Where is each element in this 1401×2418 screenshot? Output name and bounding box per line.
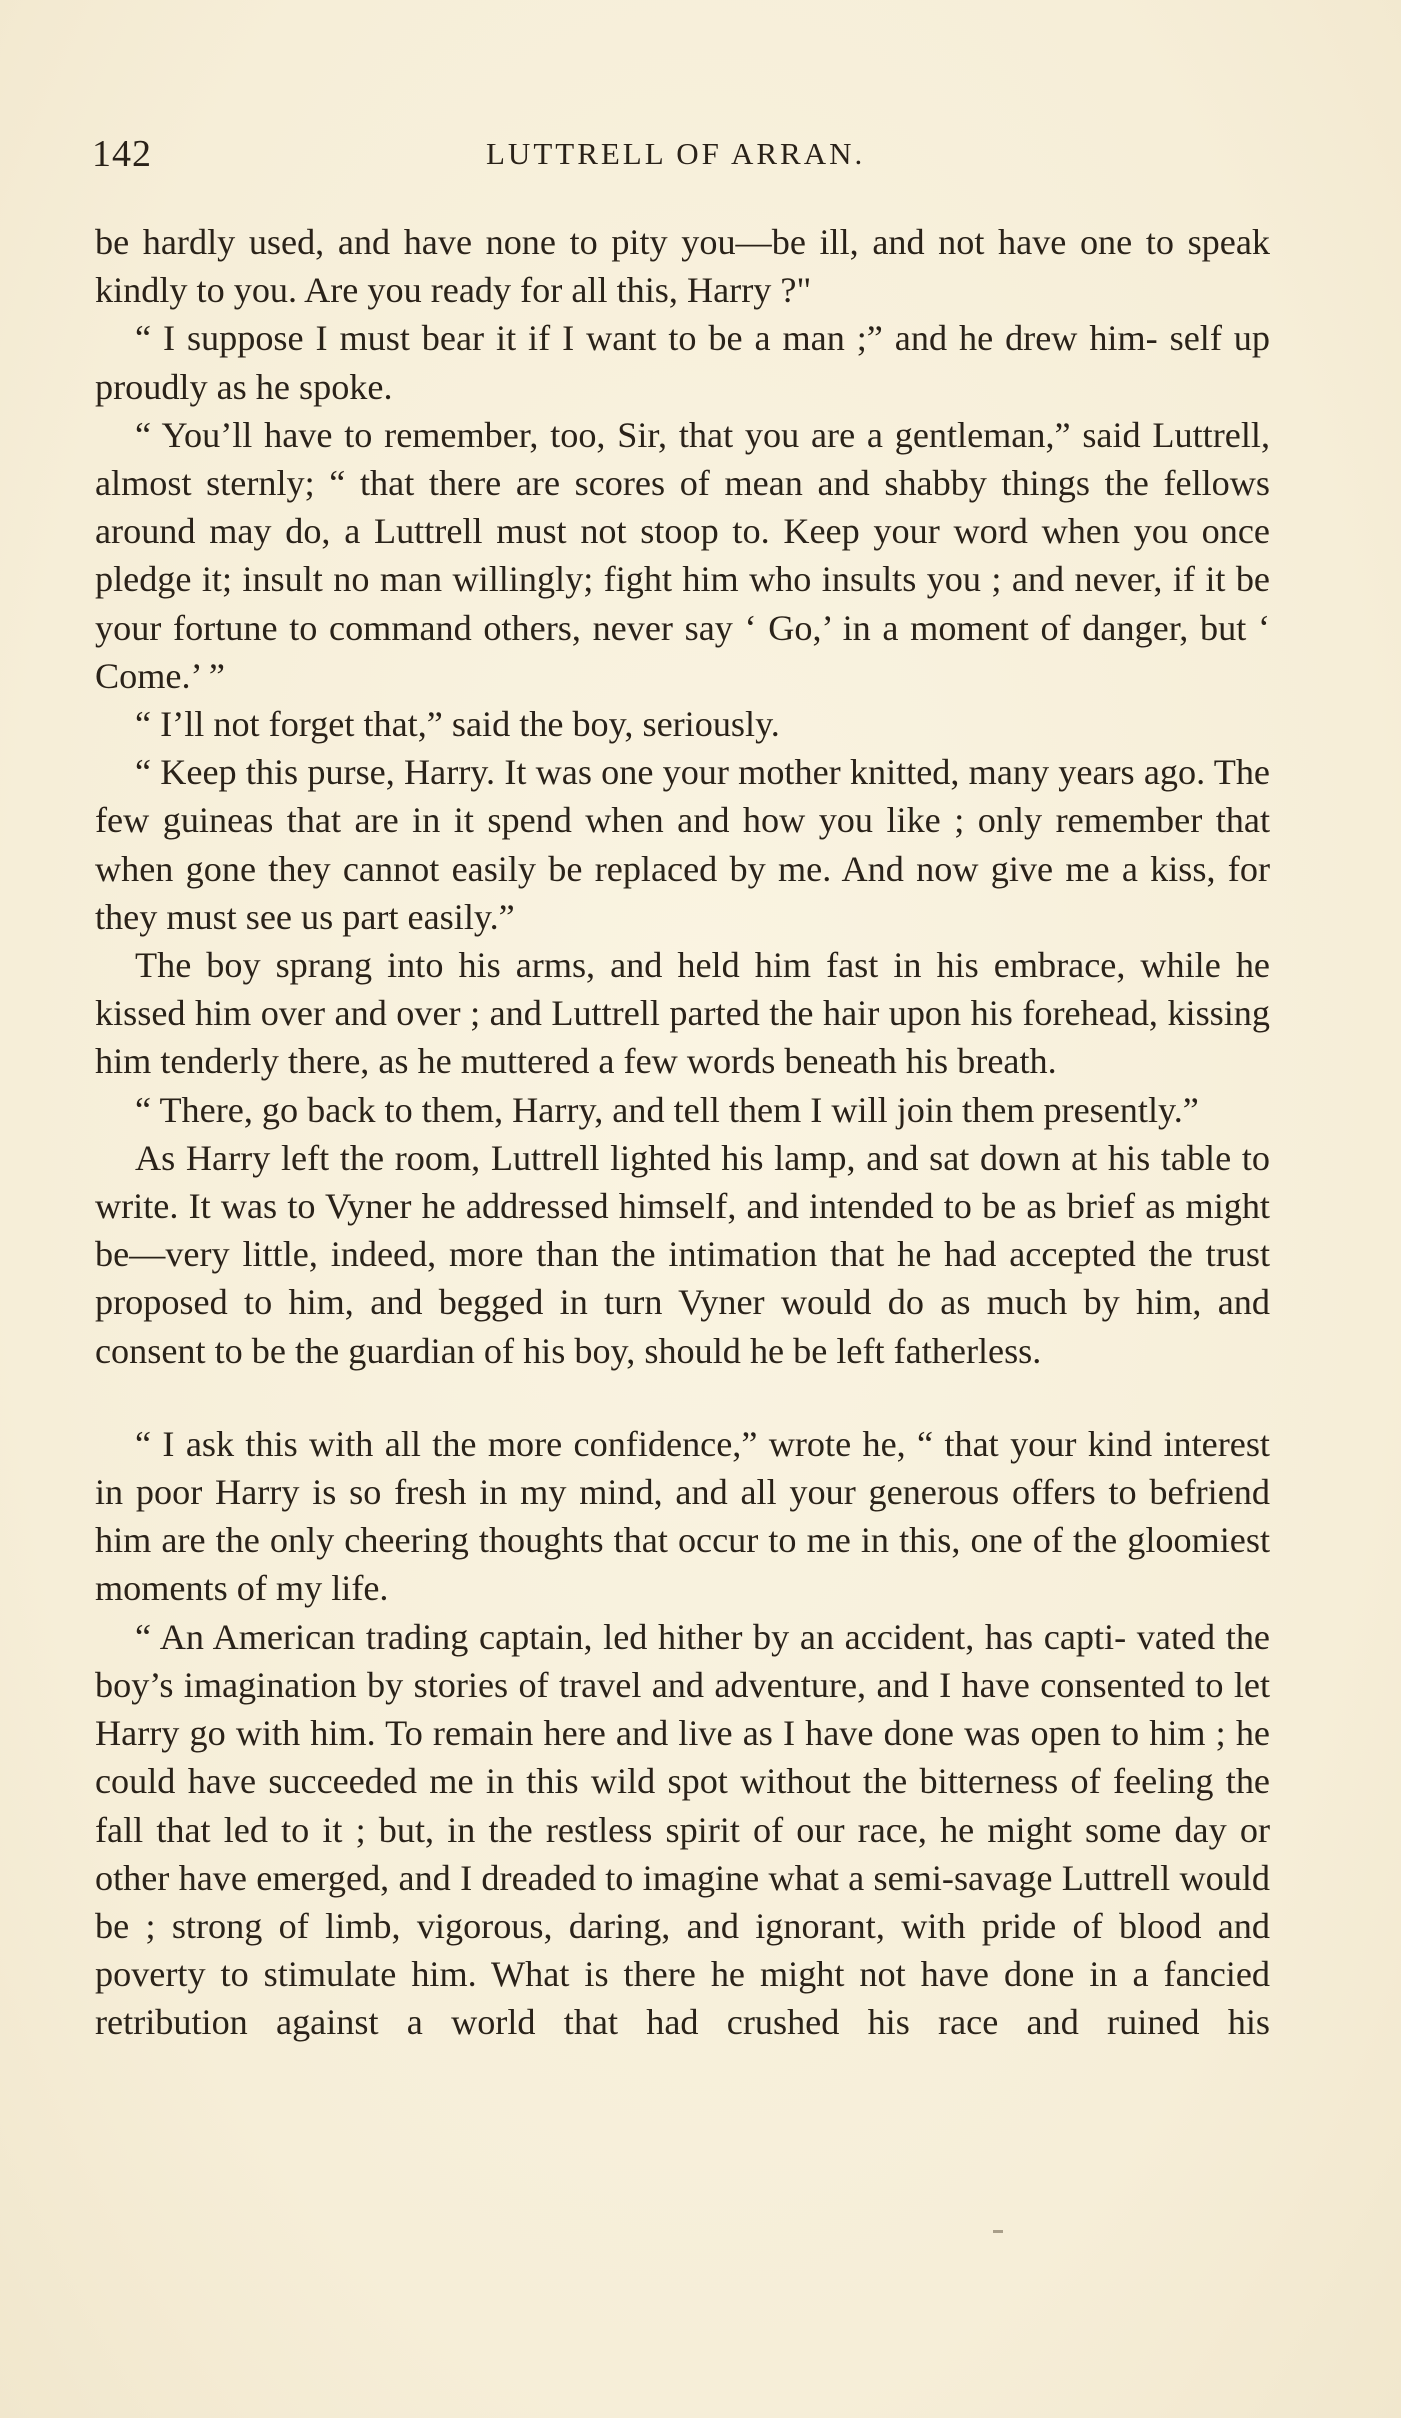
letter-text [95, 1420, 1270, 2047]
page-number: 142 [92, 133, 152, 175]
paragraph: “ I’ll not forget that,” said the boy, seriously. [135, 704, 780, 745]
section-gap [95, 1375, 1270, 1420]
paragraph: As Harry left the room, Luttrell lighted his lamp, and sat down at his table to write. It was to Vyner he addressed himself, and intended to be as brief as might be—very little, indeed, more than the intimation that he had accepted the trust proposed to him, and begged in turn Vyner would do as much by him, and consent to be the guardian of his boy, should he be left fatherless. [95, 1137, 1270, 1371]
paragraph: The boy sprang into his arms, and held him fast in his embrace, while he kissed him over and over ; and Luttrell parted the hair upon his forehead, kissing him tenderly there, as he muttered a few words beneath his breath. [95, 945, 1270, 1082]
print-mark [993, 2230, 1003, 2233]
paragraph: “ You’ll have to remember, too, Sir, that you are a gentleman,” said Luttrell, almost sternly; “ that there are scores of mean and shabby things the fellows around may do, a Luttrell must not stoop to. Keep your word when you once pledge it; insult no man willingly; fight him who insults you ; and never, if it be your fortune to command others, never say ‘ Go,’ in a moment of danger, but ‘ Come.’ ” [95, 414, 1270, 696]
running-title: LUTTRELL OF ARRAN. [486, 136, 866, 171]
letter-paragraph: “ An American trading captain, led hither by an accident, has capti- vated the boy’s imagination by stories of travel and adventure, and I have consented to let Harry go with him. To remain here and live as I have done was open to him ; he could have succeeded me in this wild spot without the bitterness of feeling the fall that led to it ; but, in the restless spirit of our race, he might some day or other have emerged, and I dreaded to imagine what a semi-savage Luttrell would be ; strong of limb, vigorous, daring, and ignorant, with pride of blood and poverty to stimulate him. What is there he might not have done in a fancied retribution against a world that had crushed his race and ruined his [95, 1616, 1270, 2043]
page-header [92, 132, 1272, 192]
paragraph: be hardly used, and have none to pity you—be ill, and not have one to speak kindly to you. Are you ready for all this, Harry ?" [95, 222, 1270, 311]
paragraph: “ Keep this purse, Harry. It was one your mother knitted, many years ago. The few guineas that are in it spend when and how you like ; only remember that when gone they cannot easily be replaced by me. And now give me a kiss, for they must see us part easily.” [95, 752, 1270, 937]
paragraph: “ There, go back to them, Harry, and tell them I will join them presently.” [135, 1089, 1199, 1130]
body-text [95, 218, 1270, 2047]
paragraph: “ I suppose I must bear it if I want to be a man ;” and he drew him- self up proudly as he spoke. [95, 318, 1270, 407]
letter-paragraph: “ I ask this with all the more confidence,” wrote he, “ that your kind interest in poor Harry is so fresh in my mind, and all your generous offers to befriend him are the only cheering thoughts that occur to me in this, one of the gloomiest moments of my life. [95, 1423, 1270, 1609]
